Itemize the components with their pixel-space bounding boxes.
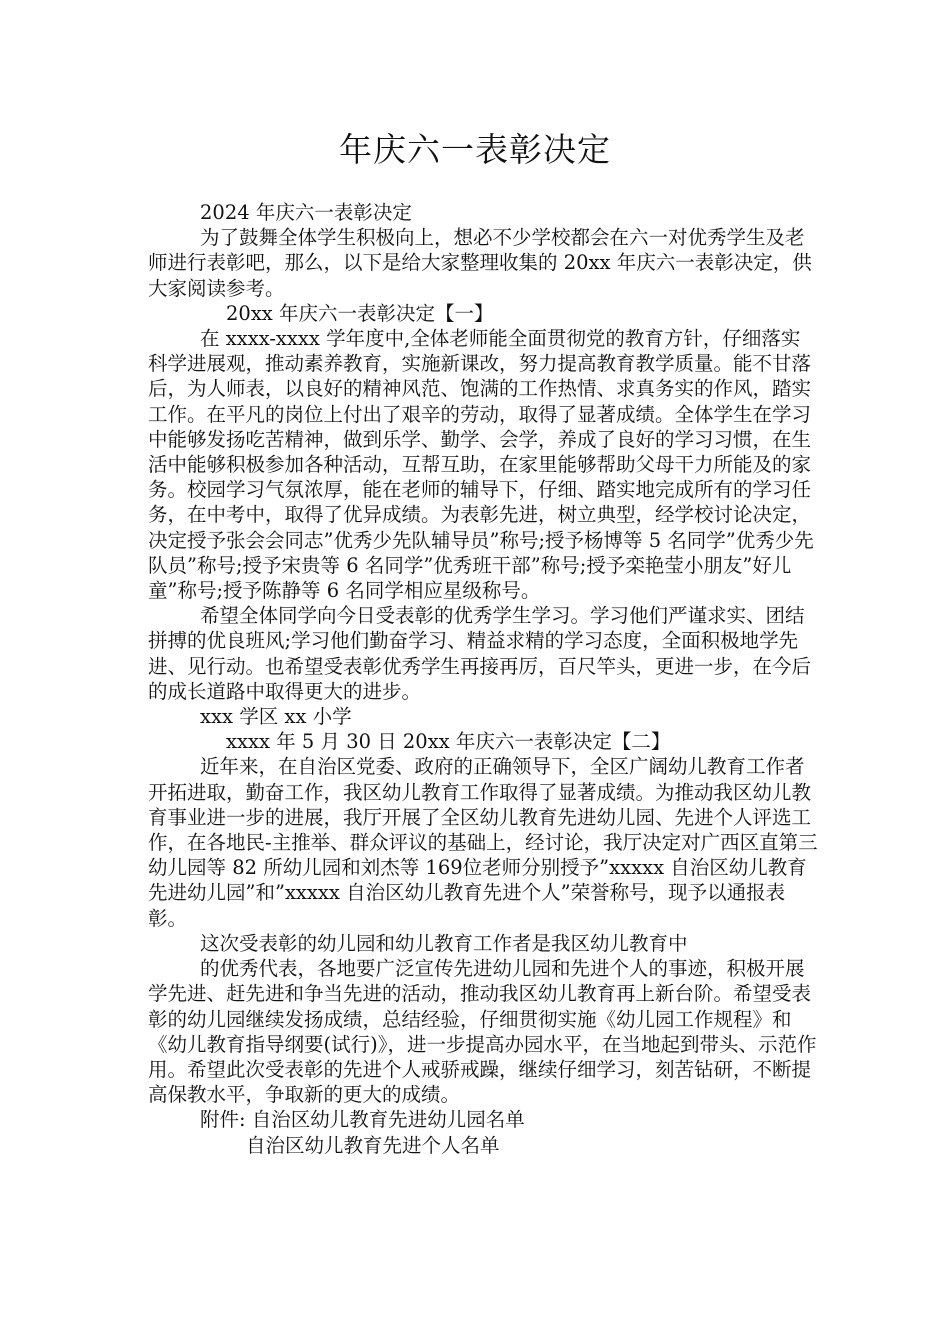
section-2-paragraph-3: 的优秀代表，各地要广泛宣传先进幼儿园和先进个人的事迹，积极开展学先进、赶先进和争当先进的活动，推动我区幼儿教育再上新台阶。希望受表彰的幼儿园继续发扬成绩，总结经验，仔细贯彻实施《幼儿园工作规程》和《幼儿教育指导纲要(试行)》，进一步提高办园水平，在当地起到带头、示范作用。希望此次受表彰的先进个人戒骄戒躁，继续仔细学习，刻苦钻研，不断提高保教水平，争取新的更大的成绩。 xyxy=(148,957,817,1107)
page-title: 年庆六一表彰决定 xyxy=(339,130,611,169)
subtitle-line: 2024 年庆六一表彰决定 xyxy=(200,201,412,224)
section-2-paragraph-2: 这次受表彰的幼儿园和幼儿教育工作者是我区幼儿教育中 xyxy=(200,931,688,955)
section-heading-1: 20xx 年庆六一表彰决定【一】 xyxy=(226,301,494,325)
signature-school: xxx 学区 xx 小学 xyxy=(200,705,352,729)
date-and-section-heading-2: xxxx 年 5 月 30 日 20xx 年庆六一表彰决定【二】 xyxy=(226,730,671,754)
intro-paragraph: 为了鼓舞全体学生积极向上，想必不少学校都会在六一对优秀学生及老师进行表彰吧，那么，以下是给大家整理收集的 20xx 年庆六一表彰决定，供大家阅读参考。 xyxy=(148,226,812,300)
section-2-paragraph-1: 近年来，在自治区党委、政府的正确领导下，全区广阔幼儿教育工作者开拓进取，勤奋工作，我区幼儿教育工作取得了显著成绩。为推动我区幼儿教育事业进一步的进展，我厅开展了全区幼儿教育先进幼儿园、先进个人评选工作，在各地民-主推举、群众评议的基础上，经讨论，我厅决定对广西区直第三幼儿园等 82 所幼儿园和刘杰等 169位老师分别授予”xxxxx 自治区幼儿教育先进幼儿园”和”xxxxx 自治区幼儿教育先进个人”荣誉称号，现予以通报表彰。 xyxy=(148,755,818,930)
attachment-line-1: 附件: 自治区幼儿教育先进幼儿园名单 xyxy=(200,1108,525,1132)
attachment-line-2: 自治区幼儿教育先进个人名单 xyxy=(246,1133,500,1157)
document-body xyxy=(148,200,818,1158)
section-1-paragraph-1: 在 xxxx-xxxx 学年度中,全体老师能全面贯彻党的教育方针，仔细落实科学进展观，推动素养教育，实施新课改，努力提高教育教学质量。能不甘落后，为人师表，以良好的精神风范、饱满的工作热情、求真务实的作风，踏实工作。在平凡的岗位上付出了艰辛的劳动，取得了显著成绩。全体学生在学习中能够发扬吃苦精神，做到乐学、勤学、会学，养成了良好的学习习惯，在生活中能够积极参加各种活动，互帮互助，在家里能够帮助父母干力所能及的家务。校园学习气氛浓厚，能在老师的辅导下，仔细、踏实地完成所有的学习任务，在中考中，取得了优异成绩。为表彰先进，树立典型，经学校讨论决定，决定授予张会会同志”优秀少先队辅导员”称号;授予杨博等 5 名同学”优秀少先队员”称号;授予宋贵等 6 名同学”优秀班干部”称号;授予栾艳莹小朋友”好儿童”称号;授予陈静等 6 名同学相应星级称号。 xyxy=(148,327,814,603)
section-1-paragraph-2: 希望全体同学向今日受表彰的优秀学生学习。学习他们严谨求实、团结拼搏的优良班风;学习他们勤奋学习、精益求精的学习态度，全面积极地学先进、见行动。也希望受表彰优秀学生再接再厉，百尺竿头，更进一步，在今后的成长道路中取得更大的进步。 xyxy=(148,604,812,703)
